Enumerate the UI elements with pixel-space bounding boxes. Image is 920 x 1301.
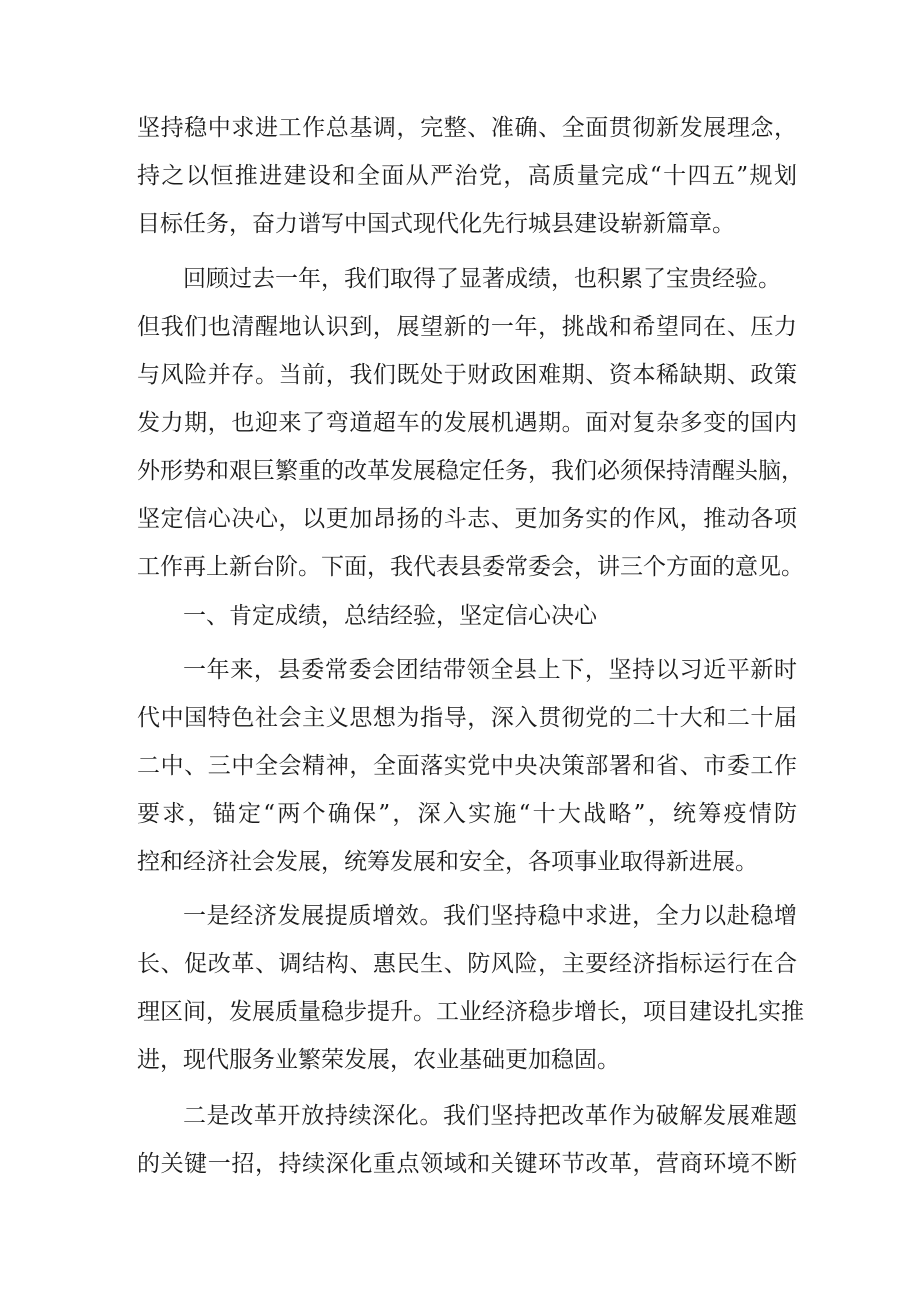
- text-line: 的关键一招，持续深化重点领域和关键环节改革，营商环境不断: [137, 1151, 797, 1177]
- text-line: 长、促改革、调结构、惠民生、防风险，主要经济指标运行在合: [137, 951, 797, 977]
- text-line: 外形势和艰巨繁重的改革发展稳定任务，我们必须保持清醒头脑，: [137, 458, 804, 484]
- text-line: 坚定信心决心，以更加昂扬的斗志、更加务实的作风，推动各项: [137, 506, 797, 532]
- text-line: 控和经济社会发展，统筹发展和安全，各项事业取得新进展。: [137, 849, 758, 875]
- text-line: 但我们也清醒地认识到，展望新的一年，挑战和希望同在、压力: [137, 314, 797, 340]
- text-line: 要求，锚定“两个确保”，深入实施“十大战略”，统筹疫情防: [137, 801, 797, 827]
- text-line: 持之以恒推进建设和全面从严治党，高质量完成“十四五”规划: [137, 163, 797, 189]
- text-line: 目标任务，奋力谱写中国式现代化先行城县建设崭新篇章。: [137, 211, 735, 237]
- text-line: 发力期，也迎来了弯道超车的发展机遇期。面对复杂多变的国内: [137, 410, 797, 436]
- section-heading: 一、肯定成绩，总结经验，坚定信心决心: [183, 603, 597, 629]
- paragraph-first-line: 回顾过去一年，我们取得了显著成绩，也积累了宝贵经验。: [183, 266, 781, 292]
- text-line: 二中、三中全会精神，全面落实党中央决策部署和省、市委工作: [137, 753, 797, 779]
- text-line: 与风险并存。当前，我们既处于财政困难期、资本稀缺期、政策: [137, 362, 797, 388]
- paragraph-first-line: 一年来，县委常委会团结带领全县上下，坚持以习近平新时: [183, 657, 797, 683]
- paragraph-first-line: 一是经济发展提质增效。我们坚持稳中求进，全力以赴稳增: [183, 903, 797, 929]
- text-line: 理区间，发展质量稳步提升。工业经济稳步增长，项目建设扎实推: [137, 999, 804, 1025]
- text-line: 坚持稳中求进工作总基调，完整、准确、全面贯彻新发展理念，: [137, 115, 797, 141]
- text-line: 进，现代服务业繁荣发展，农业基础更加稳固。: [137, 1047, 620, 1073]
- text-line: 工作再上新台阶。下面，我代表县委常委会，讲三个方面的意见。: [137, 554, 804, 580]
- text-line: 代中国特色社会主义思想为指导，深入贯彻党的二十大和二十届: [137, 705, 797, 731]
- paragraph-first-line: 二是改革开放持续深化。我们坚持把改革作为破解发展难题: [183, 1103, 797, 1129]
